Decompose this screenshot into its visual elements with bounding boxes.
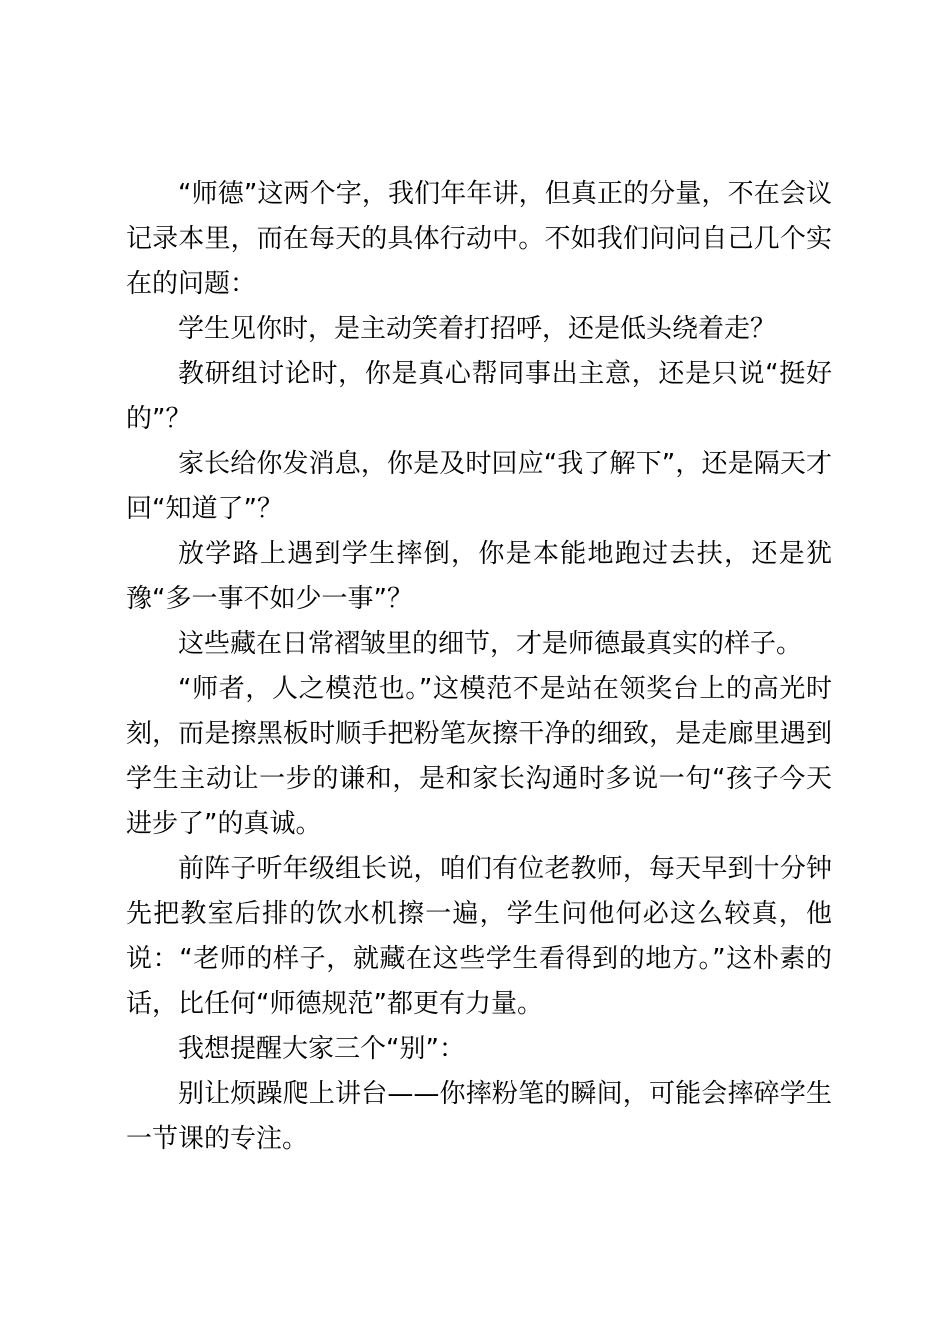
paragraph-details: 这些藏在日常褶皱里的细节，才是师德最真实的样子。 bbox=[178, 629, 803, 659]
document-body bbox=[126, 172, 832, 1162]
paragraph-intro: “师德”这两个字，我们年年讲，但真正的分量，不在会议记录本里，而在每天的具体行动中。不如我们问问自己几个实在的问题： bbox=[126, 179, 832, 299]
paragraph-question-greeting: 学生见你时，是主动笑着打招呼，还是低头绕着走？ bbox=[178, 314, 777, 344]
paragraph-question-research-group: 教研组讨论时，你是真心帮同事出主意，还是只说“挺好的”？ bbox=[126, 359, 832, 434]
paragraph-veteran-teacher: 前阵子听年级组长说，咱们有位老教师，每天早到十分钟先把教室后排的饮水机擦一遍，学生问他何必这么较真，他说：“老师的样子，就藏在这些学生看得到的地方。”这朴素的话，比任何“师德规范”都更有力量。 bbox=[126, 854, 832, 1019]
paragraph-three-donts: 我想提醒大家三个“别”： bbox=[178, 1034, 465, 1064]
paragraph-question-student-fall: 放学路上遇到学生摔倒，你是本能地跑过去扶，还是犹豫“多一事不如少一事”？ bbox=[126, 539, 832, 614]
paragraph-dont-irritable: 别让烦躁爬上讲台——你摔粉笔的瞬间，可能会摔碎学生一节课的专注。 bbox=[126, 1079, 832, 1154]
paragraph-model-teacher: “师者，人之模范也。”这模范不是站在领奖台上的高光时刻，而是擦黑板时顺手把粉笔灰擦干净的细致，是走廊里遇到学生主动让一步的谦和，是和家长沟通时多说一句“孩子今天进步了”的真诚。 bbox=[126, 674, 832, 839]
paragraph-question-parents: 家长给你发消息，你是及时回应“我了解下”，还是隔天才回“知道了”？ bbox=[126, 449, 832, 524]
